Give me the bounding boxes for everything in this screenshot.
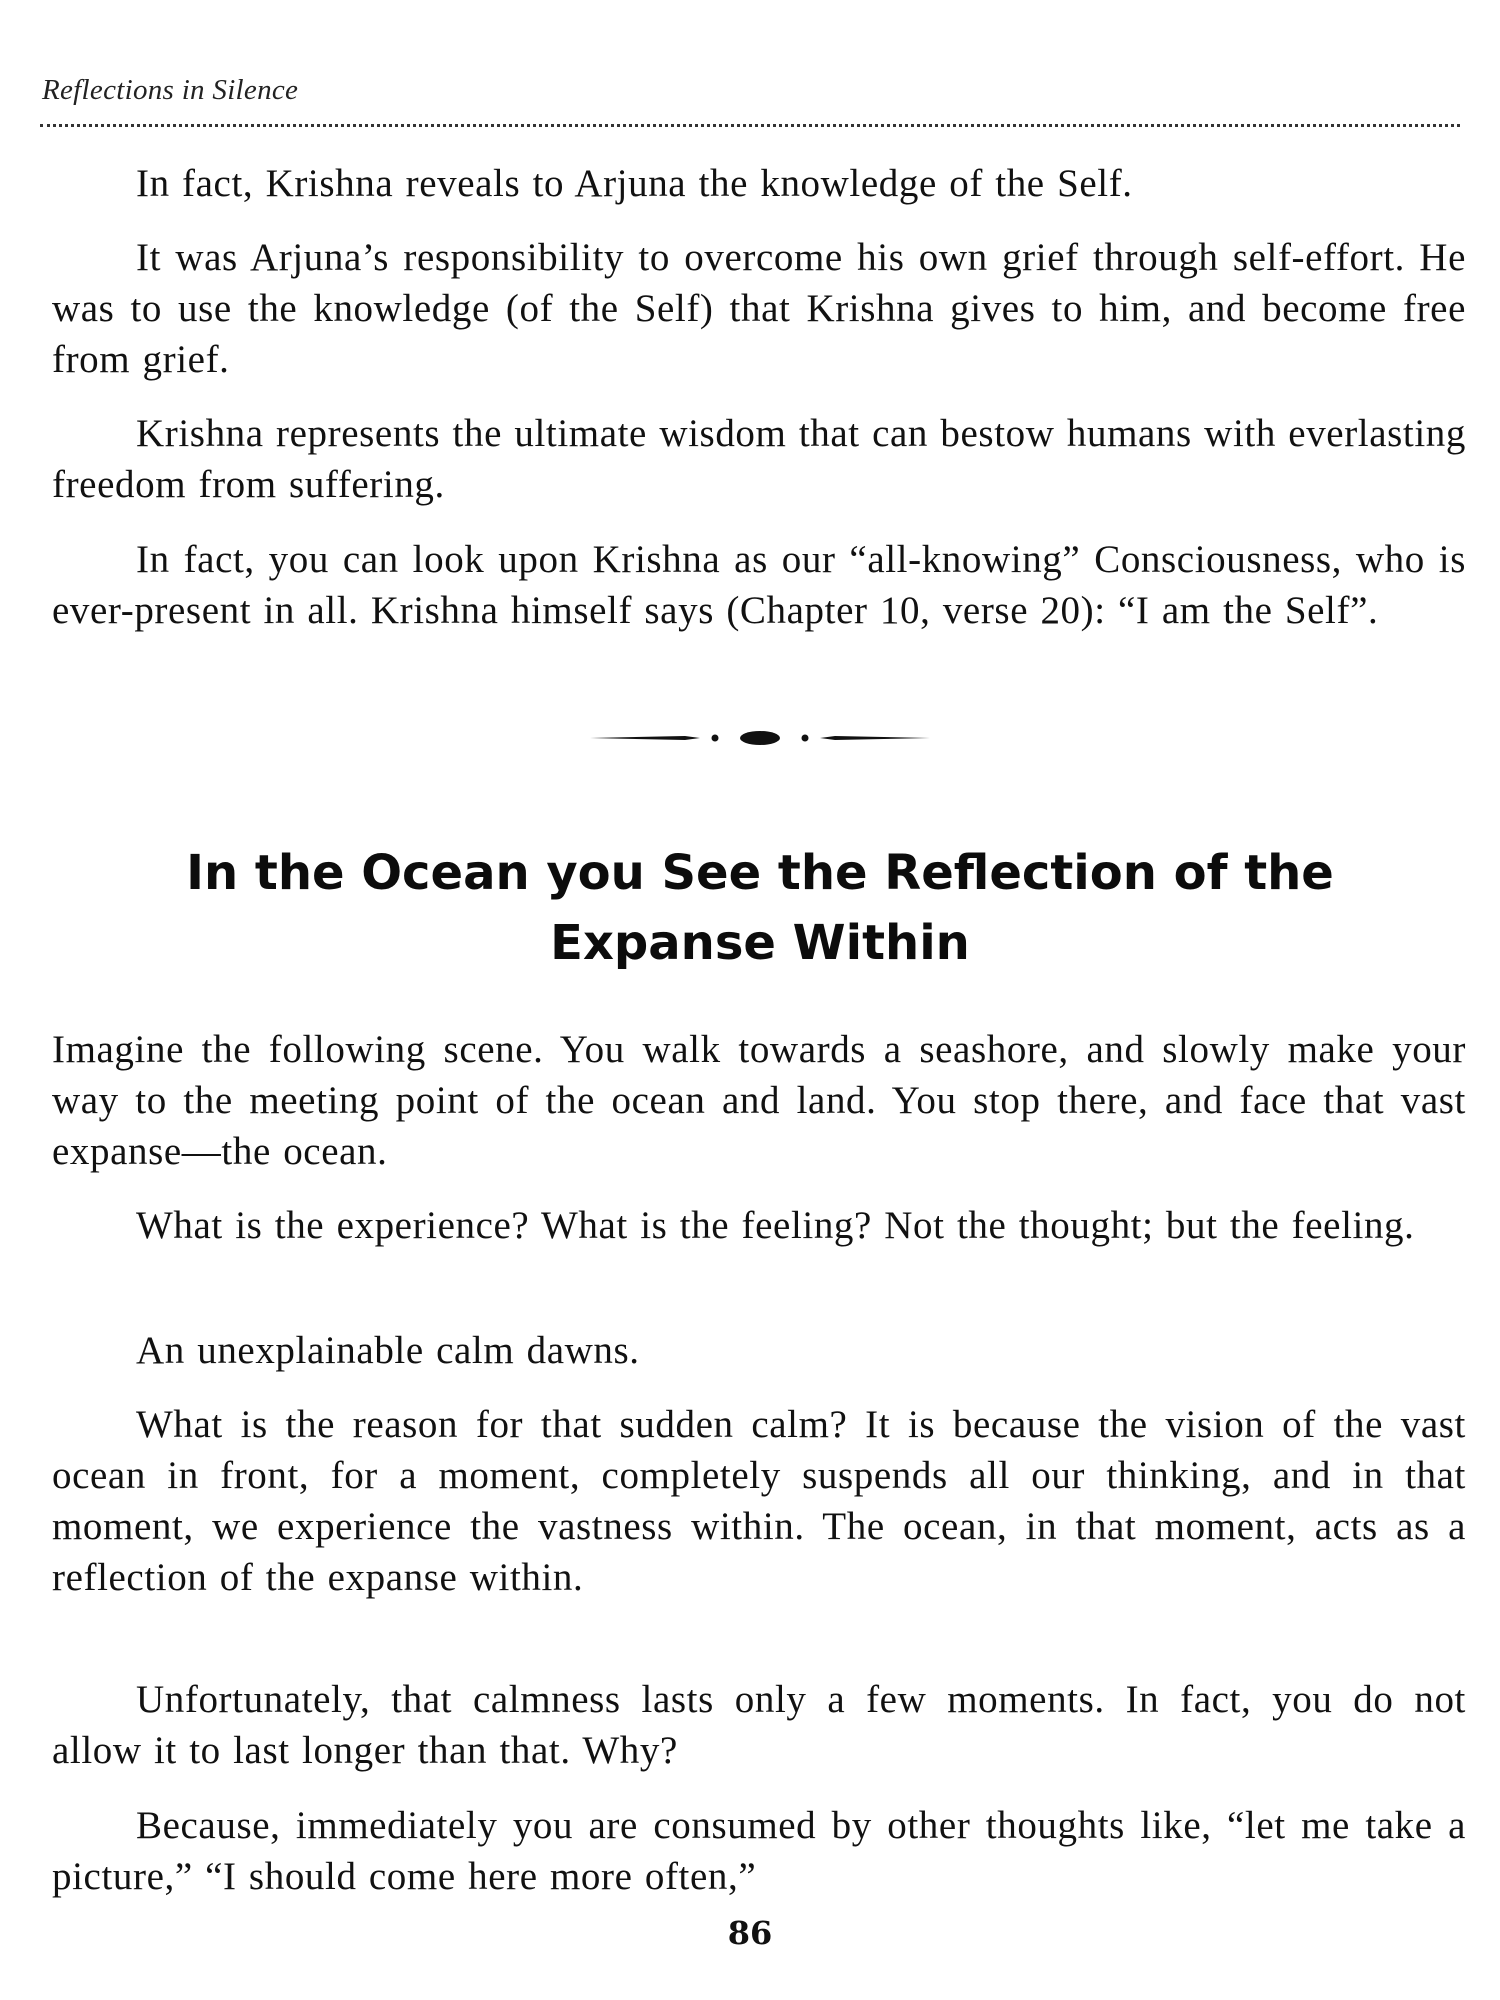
paragraph-3: Krishna represents the ultimate wisdom that can bestow humans with everlasting freedom from suffering. [52, 412, 1466, 506]
paragraph-4: In fact, you can look upon Krishna as our “all-knowing” Consciousness, who is ever-present in all. Krishna himself says (Chapter 10, verse 20): “I am the Self”. [52, 538, 1466, 632]
section-divider-ornament [590, 726, 930, 750]
section-heading [60, 838, 1460, 978]
paragraph-6: What is the experience? What is the feeling? Not the thought; but the feeling. [136, 1204, 1415, 1247]
paragraph-2: It was Arjuna’s responsibility to overcome his own grief through self-effort. He was to use the knowledge (of the Self) that Krishna gives to him, and become free from grief. [52, 236, 1466, 381]
paragraph-8: What is the reason for that sudden calm? It is because the vision of the vast ocean in front, for a moment, completely suspends all our thinking, and in that moment, we experience the vastness within. The ocean, in that moment, acts as a reflection of the expanse within. [52, 1403, 1466, 1599]
paragraph-1: In fact, Krishna reveals to Arjuna the knowledge of the Self. [136, 162, 1133, 205]
page-number: 86 [727, 1914, 773, 1952]
paragraph-9: Unfortunately, that calmness lasts only a few moments. In fact, you do not allow it to last longer than that. Why? [52, 1678, 1466, 1772]
paragraph-5: Imagine the following scene. You walk towards a seashore, and slowly make your way to the meeting point of the ocean and land. You stop there, and face that vast expanse—the ocean. [52, 1028, 1466, 1173]
section-heading-line-1: In the Ocean you See the Reflection of the [186, 845, 1334, 901]
running-head: Reflections in Silence [42, 74, 299, 106]
paragraph-7: An unexplainable calm dawns. [136, 1329, 640, 1372]
header-dotted-rule [40, 124, 1460, 127]
section-heading-line-2: Expanse Within [550, 915, 970, 971]
paragraph-10: Because, immediately you are consumed by other thoughts like, “let me take a picture,” “I should come here more often,” [52, 1804, 1466, 1898]
